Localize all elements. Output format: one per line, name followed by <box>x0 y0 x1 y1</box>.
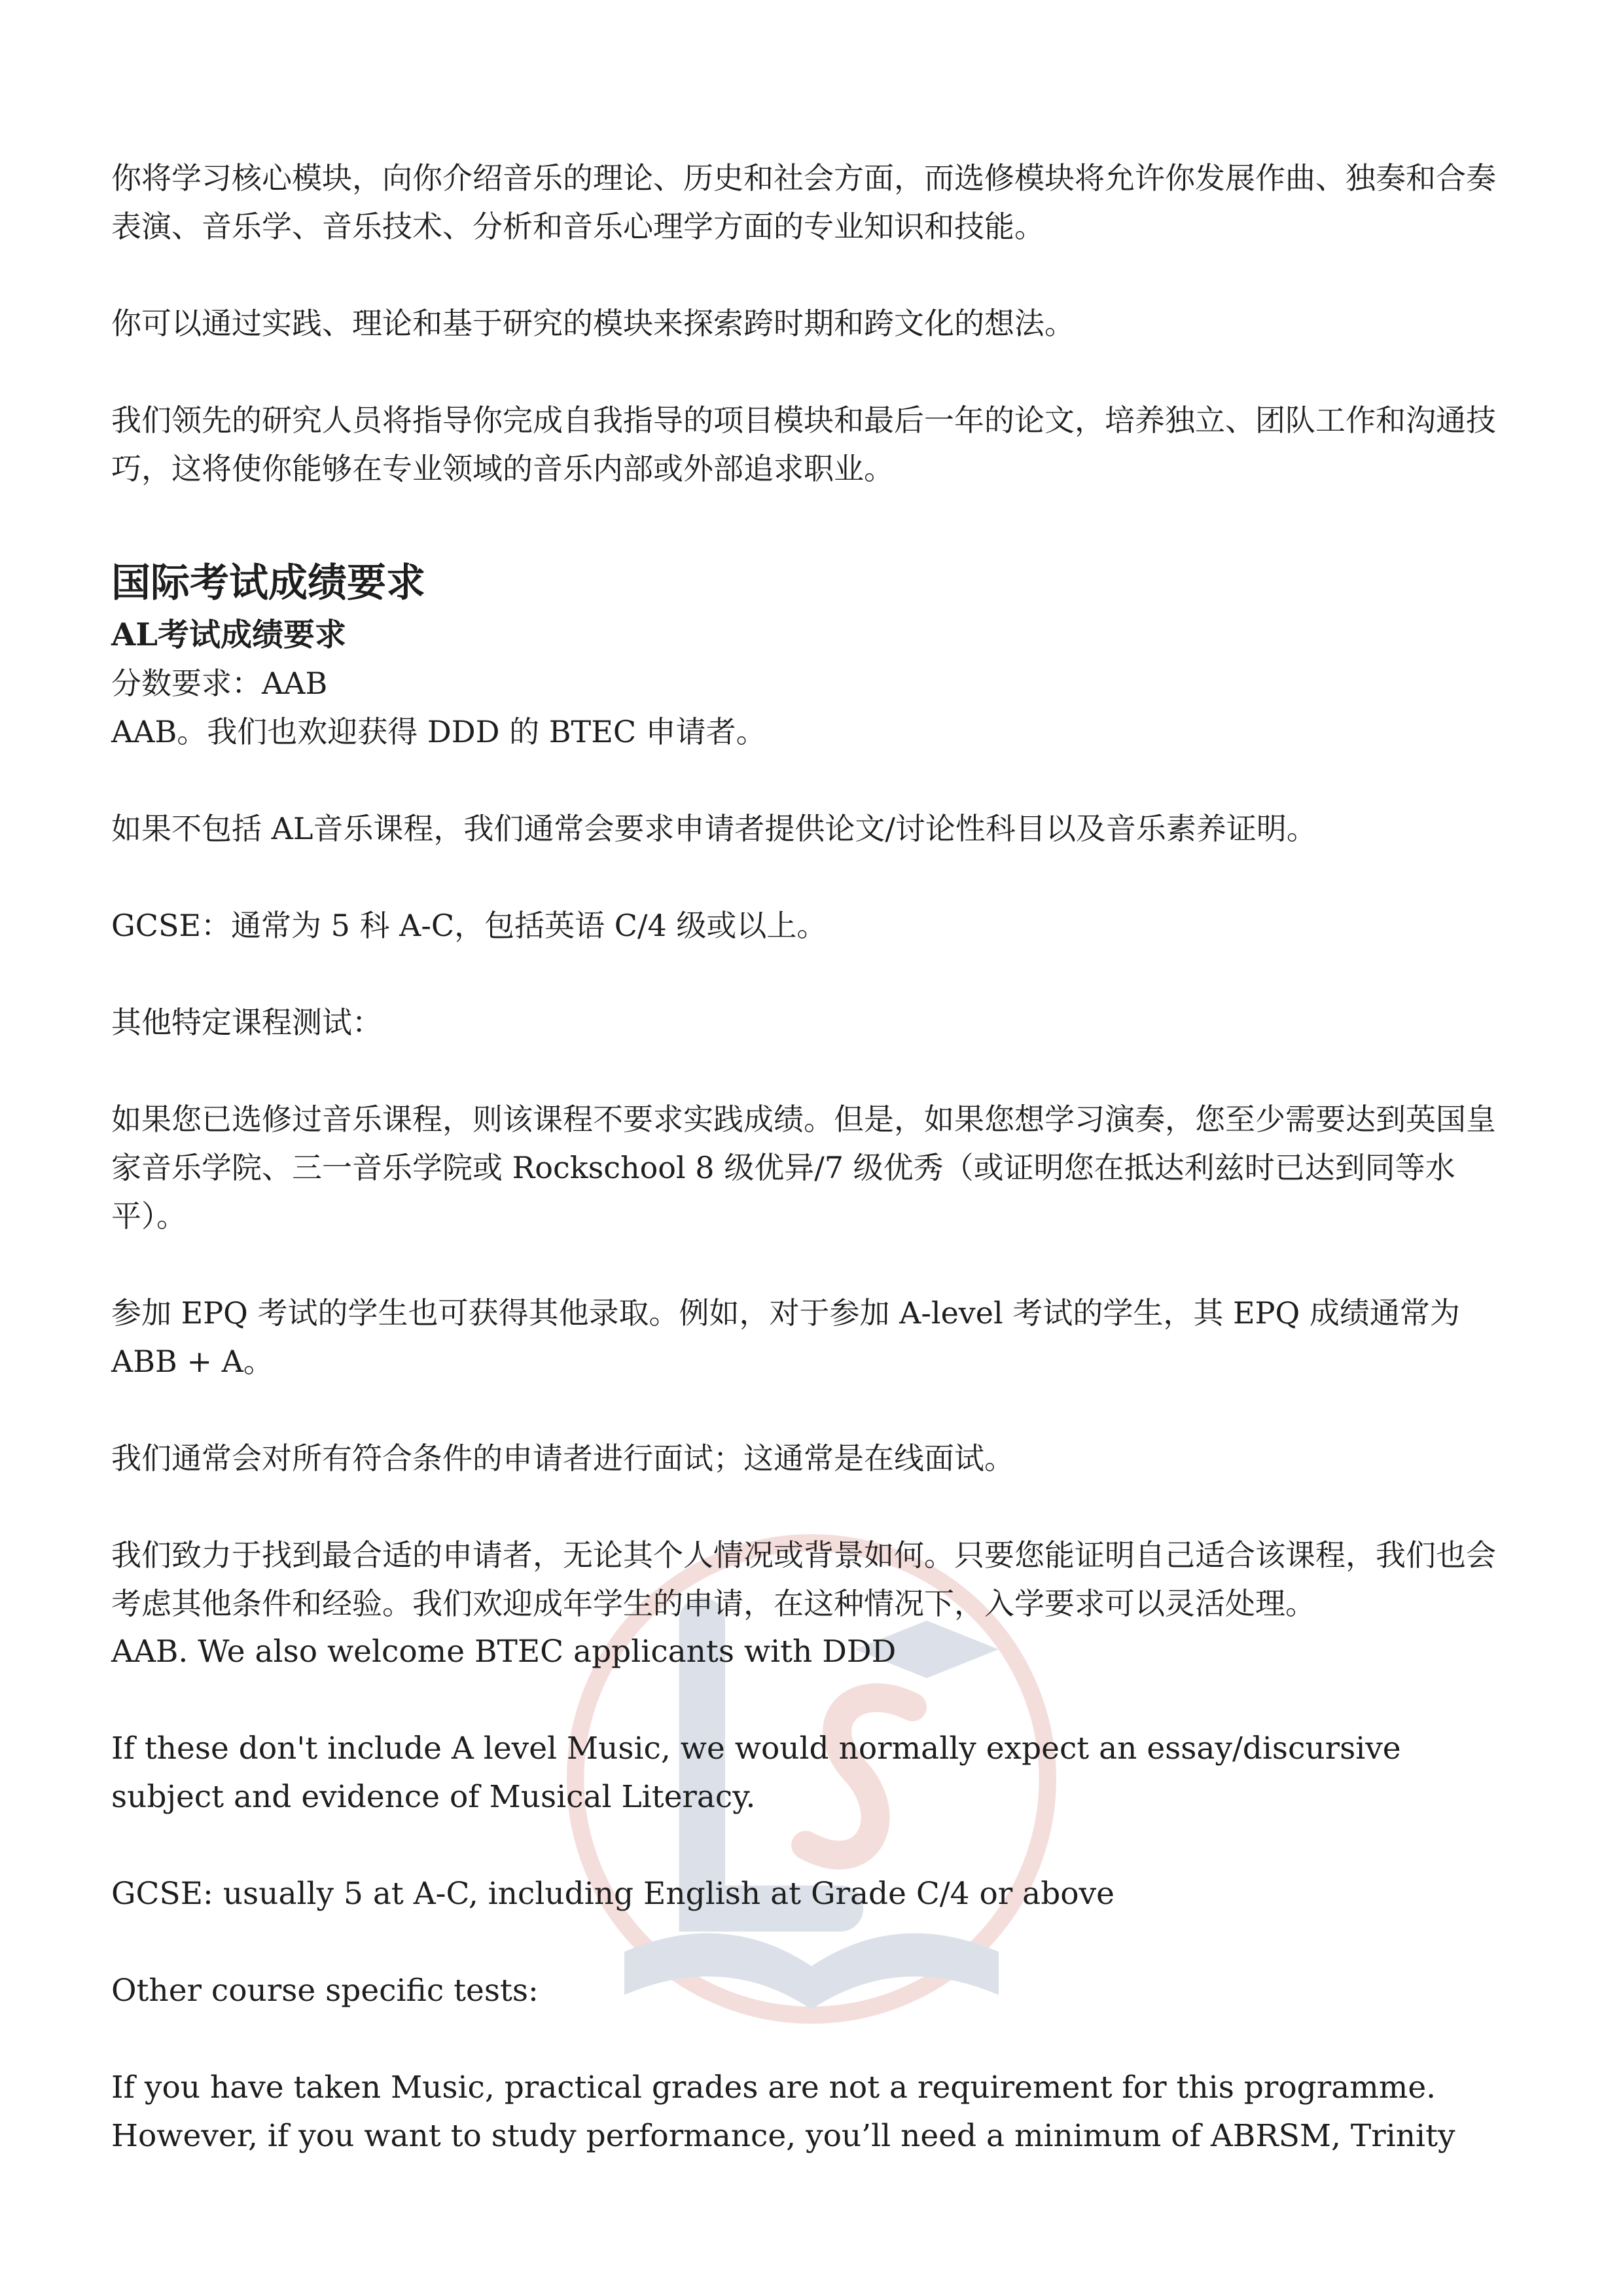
en-paragraph-3: GCSE: usually 5 at A-C, including English at Grade C/4 or above <box>111 1876 1115 1912</box>
zh-paragraph-4: 其他特定课程测试： <box>111 1005 382 1040</box>
zh-paragraph-1: AAB。我们也欢迎获得 DDD 的 BTEC 申请者。 <box>111 714 766 749</box>
en-paragraph-5: If you have taken Music, practical grades are not a requirement for this programme. However, if you want to study performance, you’ll need a minimum of ABRSM, Trinity <box>111 2070 1455 2154</box>
en-paragraph-4: Other course specific tests: <box>111 1973 539 2009</box>
en-paragraph-2: If these don't include A level Music, we would normally expect an essay/discursive subject and evidence of Musical Literacy. <box>111 1731 1401 1815</box>
zh-paragraph-2: 如果不包括 AL音乐课程，我们通常会要求申请者提供论文/讨论性科目以及音乐素养证明。 <box>111 811 1317 846</box>
section-subheading: AL考试成绩要求 <box>111 617 346 653</box>
intro-paragraph-2: 你可以通过实践、理论和基于研究的模块来探索跨时期和跨文化的想法。 <box>111 306 1075 341</box>
zh-paragraph-8: 我们致力于找到最合适的申请者，无论其个人情况或背景如何。只要您能证明自己适合该课程，我们也会考虑其他条件和经验。我们欢迎成年学生的申请，在这种情况下，入学要求可以灵活处理。 <box>111 1537 1496 1621</box>
score-requirement: 分数要求：AAB <box>111 666 328 701</box>
zh-paragraph-3: GCSE：通常为 5 科 A-C，包括英语 C/4 级或以上。 <box>111 908 827 943</box>
intro-paragraph-1: 你将学习核心模块，向你介绍音乐的理论、历史和社会方面，而选修模块将允许你发展作曲、独奏和合奏表演、音乐学、音乐技术、分析和音乐心理学方面的专业知识和技能。 <box>111 160 1496 244</box>
zh-paragraph-6: 参加 EPQ 考试的学生也可获得其他录取。例如，对于参加 A-level 考试的学生，其 EPQ 成绩通常为 ABB + A。 <box>111 1295 1460 1379</box>
zh-paragraph-5: 如果您已选修过音乐课程，则该课程不要求实践成绩。但是，如果您想学习演奏，您至少需要达到英国皇家音乐学院、三一音乐学院或 Rockschool 8 级优异/7 级优秀（或证明您在抵达利兹时已达到同等水平）。 <box>111 1102 1496 1234</box>
section-heading: 国际考试成绩要求 <box>111 560 425 606</box>
zh-paragraph-7: 我们通常会对所有符合条件的申请者进行面试；这通常是在线面试。 <box>111 1441 1014 1476</box>
en-paragraph-1: AAB. We also welcome BTEC applicants with DDD <box>111 1634 897 1670</box>
intro-paragraph-3: 我们领先的研究人员将指导你完成自我指导的项目模块和最后一年的论文，培养独立、团队工作和沟通技巧，这将使你能够在专业领域的音乐内部或外部追求职业。 <box>111 403 1496 486</box>
document-body <box>111 154 1512 2161</box>
